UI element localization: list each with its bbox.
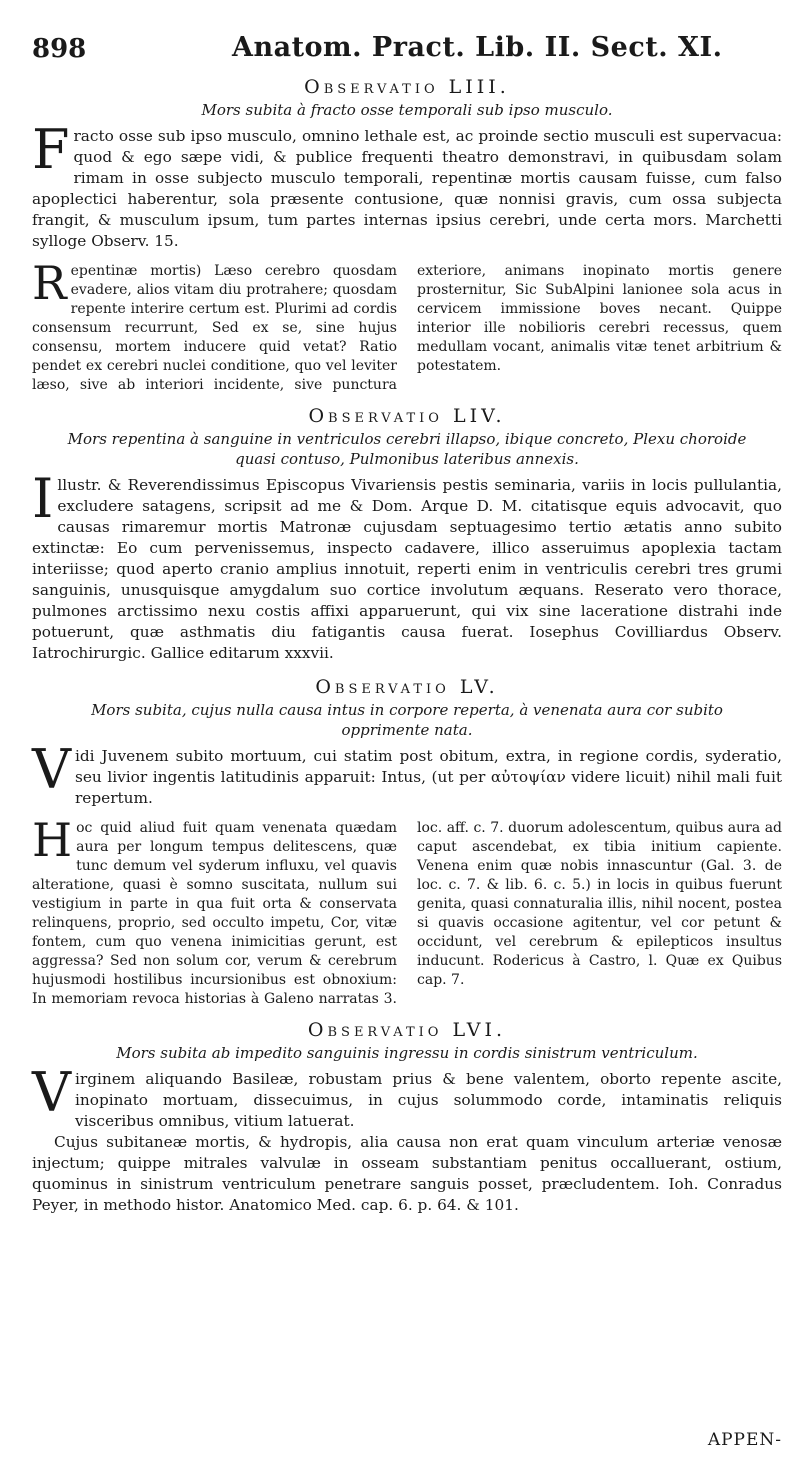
catchword: APPEN- — [707, 1430, 782, 1450]
observation-title: Observatio LIV. — [308, 405, 506, 427]
observation-text: Vidi Juvenem subito mortuum, cui statim post obitum, extra, in regione cordis, syderatio, seu livior ingentis latitudinis apparuit: Intus, (ut per αὐτοψίαν videre licuit) nihil mali fuit repertum. — [32, 738, 782, 807]
observation-text-continued: Cujus subitaneæ mortis, & hydropis, alia causa non erat quam vinculum arteriæ venosæ injectum; quippe mitrales valvulæ in osseam substantiam penitus occalluerant, ostium, quominus in sinistrum ventriculum penetrare sanguis posset, præcludentem. Ioh. Conradus Peyer, in methodo histor. Anatomico Med. cap. 6. p. 64. & 101. — [32, 1133, 782, 1214]
observation-subtitle: Mors subita, cujus nulla causa intus in corpore reperta, à venenata aura cor subito opprimente nata. — [91, 701, 723, 739]
observation-55 — [32, 676, 782, 1009]
running-title: Anatom. Pract. Lib. II. Sect. XI. — [232, 32, 723, 63]
observation-54 — [32, 405, 782, 664]
observation-subtitle: Mors repentina à sanguine in ventriculos cerebri illapso, ibique concreto, Plexu choroide quasi contuso, Pulmonibus lateribus annexis. — [67, 430, 747, 468]
observation-subtitle: Mors subita à fracto osse temporali sub ipso musculo. — [201, 101, 613, 119]
observation-53 — [32, 76, 782, 395]
observation-title: Observatio LVI. — [307, 1019, 507, 1041]
observation-text: Fracto osse sub ipso musculo, omnino lethale est, ac proinde sectio musculi est supervacua: quod & ego sæpe vidi, & publice frequenti theatro demonstravi, in quibusdam solam rimam in osse subjecto musculo temporali, repentinæ mortis causam fuisse, cum falso apoplectici haberentur, sola præsente contusione, quæ nonnisi gravis, cum ossa subjecta frangit, & musculum ipsum, tum partes internas ipsius cerebri, unde certa mors. Marchetti sylloge Observ. 15. — [32, 118, 782, 250]
observation-title: Observatio LV. — [315, 676, 499, 698]
observation-title: Observatio LIII. — [304, 76, 510, 98]
running-head — [32, 30, 782, 72]
observation-commentary: Hoc quid aliud fuit quam venenata quædam aura per longum tempus delitescens, quæ tunc demum vel syderum influxu, vel quavis alteratione, quasi è somno suscitata, nullum sui vestigium in parte in qua fuit orta & conservata relinquens, proprio, sed occulto impetu, Cor, vitæ fontem, cum quo venena inimicitias gerunt, est aggressa? Sed non solum cor, verum & cerebrum hujusmodi hostilibus incursionibus est obnoxium: In memoriam revoca historias à Galeno narratas 3. loc. aff. c. 7. duorum adolescentum, quibus aura ad caput ascendebat, ex tibia initium capiente. Venena enim quæ nobis innascuntur (Gal. 3. de loc. c. 7. & lib. 6. c. 5.) in locis in quibus fuerunt genita, quasi connaturalia illis, nihil nocent, postea si quavis occasione agitentur, vel cor petunt & occidunt, vel cerebrum & epilepticos insultus inducunt. Rodericus à Castro, l. Quæ ex Quibus cap. 7. — [32, 813, 782, 1007]
observation-56 — [32, 1019, 782, 1216]
observation-text: Virginem aliquando Basileæ, robustam prius & bene valentem, oborto repente ascite, inopinato mortuam, dissecuimus, in cujus solummodo corde, intaminatis reliquis visceribus omnibus, vitium latuerat. — [32, 1061, 782, 1130]
page-number: 898 — [32, 34, 87, 64]
observation-commentary: Repentinæ mortis) Læso cerebro quosdam evadere, alios vitam diu protrahere; quosdam repente interire certum est. Plurimi ad cordis consensum recurrunt, Sed ex se, sine hujus consensu, mortem inducere quid vetat? Ratio pendet ex cerebri nuclei conditione, quo vel leviter læso, sive ab interiori incidente, sive punctura exteriore, animans inopinato mortis genere prosternitur, Sic SubAlpini lanionee sola acus in cervicem immissione boves necant. Quippe interior ille nobilioris cerebri recessus, quem medullam vocant, animalis vitæ tenet arbitrium & potestatem. — [32, 256, 782, 393]
observation-text: Illustr. & Reverendissimus Episcopus Vivariensis pestis seminaria, variis in locis pullulantia, excludere satagens, scripsit ad me & Dom. Arque D. M. citatisque equis advocavit, quo causas rimaremur mortis Matronæ cujusdam septuagesimo tertio ætatis anno subito extinctæ: Eo cum pervenissemus, inspecto cadavere, illico asseruimus apoplexia tactam interiisse; quod aperto cranio amplius innotuit, reperti enim in ventriculis cerebri tres grumi sanguinis, unusquisque amygdalum suo cortice involutum æquans. Reserato vero thorace, pulmones arctissimo nexu costis affixi apparuerunt, qui vix sine laceratione distrahi inde potuerunt, quæ asthmatis diu fatigantis causa fuerat. Iosephus Covilliardus Observ. Iatrochirurgic. Gallice editarum xxxvii. — [32, 467, 782, 662]
observation-subtitle: Mors subita ab impedito sanguinis ingressu in cordis sinistrum ventriculum. — [116, 1044, 698, 1062]
